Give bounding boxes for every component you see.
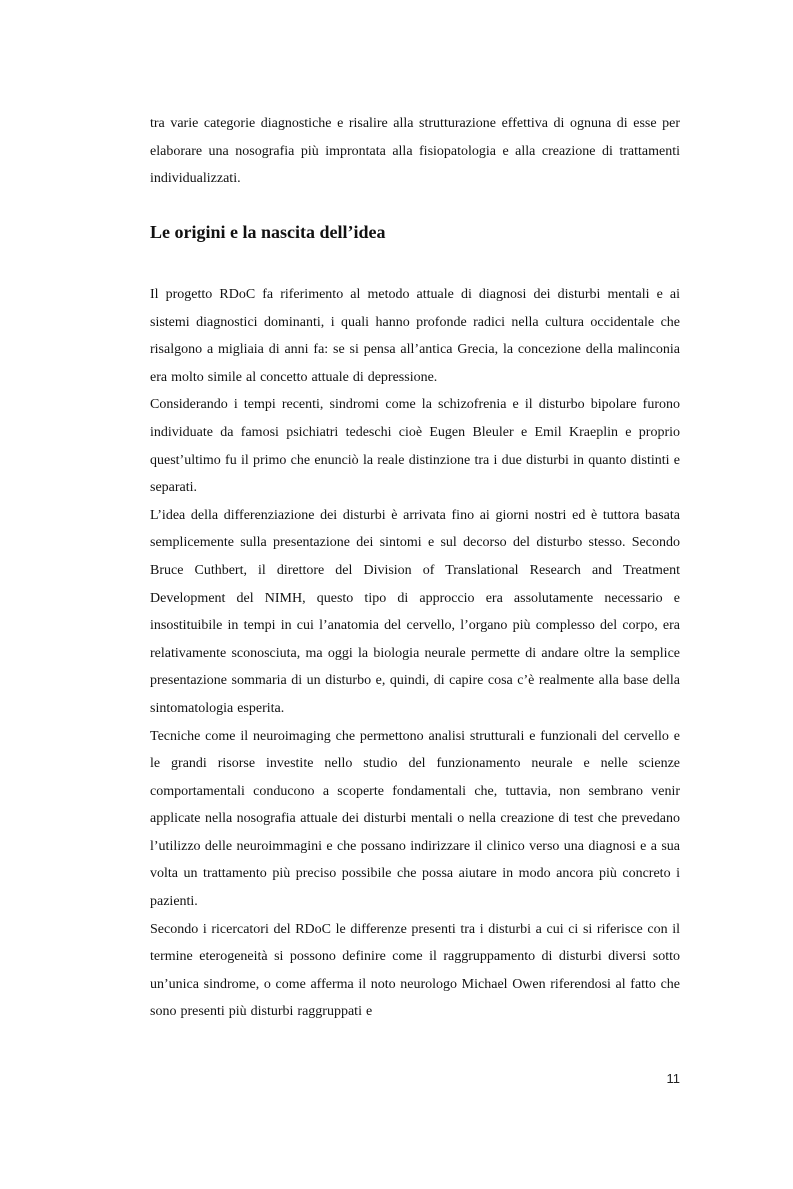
paragraph-5: Secondo i ricercatori del RDoC le differenze presenti tra i disturbi a cui ci si riferisce con il termine eterogeneità si possono definire come il raggruppamento di disturbi diversi sotto un’unica sindrome, o come afferma il noto neurologo Michael Owen riferendosi al fatto che sono presenti più disturbi raggruppati e xyxy=(150,921,680,1020)
paragraph-2: Considerando i tempi recenti, sindromi come la schizofrenia e il disturbo bipolare furono individuate da famosi psichiatri tedeschi cioè Eugen Bleuler e Emil Kraeplin e proprio quest’ultimo fu il primo che enunciò la reale distinzione tra i due disturbi in quanto distinti e separati. xyxy=(150,397,680,496)
paragraph-4: Tecniche come il neuroimaging che permettono analisi strutturali e funzionali del cervello e le grandi risorse investite nello studio del funzionamento neurale e nelle scienze comportamentali conducono a scoperte fondamentali che, tuttavia, non sembrano venir applicate nella nosografia attuale dei disturbi mentali o nella creazione di test che prevedano l’utilizzo delle neuroimmagini e che possano indirizzare il clinico verso una diagnosi e a sua volta un trattamento più preciso possibile che possa aiutare in modo ancora più concreto i pazienti. xyxy=(150,728,680,910)
paragraph-3: L’idea della differenziazione dei disturbi è arrivata fino ai giorni nostri ed è tuttora basata semplicemente sulla presentazione dei sintomi e sul decorso del disturbo stesso. Secondo Bruce Cuthbert, il direttore del Division of Translational Research and Treatment Development del NIMH, questo tipo di approccio era assolutamente necessario e insostituibile in tempi in cui l’anatomia del cervello, l’organo più complesso del corpo, era relativamente sconosciuta, ma oggi la biologia neurale permette di andare oltre la semplice presentazione sommaria di un disturbo e, quindi, di capire cosa c’è realmente alla base della sintomatologia esperita. xyxy=(150,507,680,716)
section-heading: Le origini e la nascita dell’idea xyxy=(150,222,386,242)
page-number: 11 xyxy=(666,1071,680,1086)
intro-paragraph-block xyxy=(150,110,680,193)
intro-paragraph: tra varie categorie diagnostiche e risalire alla strutturazione effettiva di ognuna di esse per elaborare una nosografia più improntata alla fisiopatologia e alla creazione di trattamenti individualizzati. xyxy=(150,116,680,187)
body-text xyxy=(150,281,680,1026)
paragraph-1: Il progetto RDoC fa riferimento al metodo attuale di diagnosi dei disturbi mentali e ai sistemi diagnostici dominanti, i quali hanno profonde radici nella cultura occidentale che risalgono a migliaia di anni fa: se si pensa all’antica Grecia, la concezione della malinconia era molto simile al concetto attuale di depressione. xyxy=(150,287,680,385)
